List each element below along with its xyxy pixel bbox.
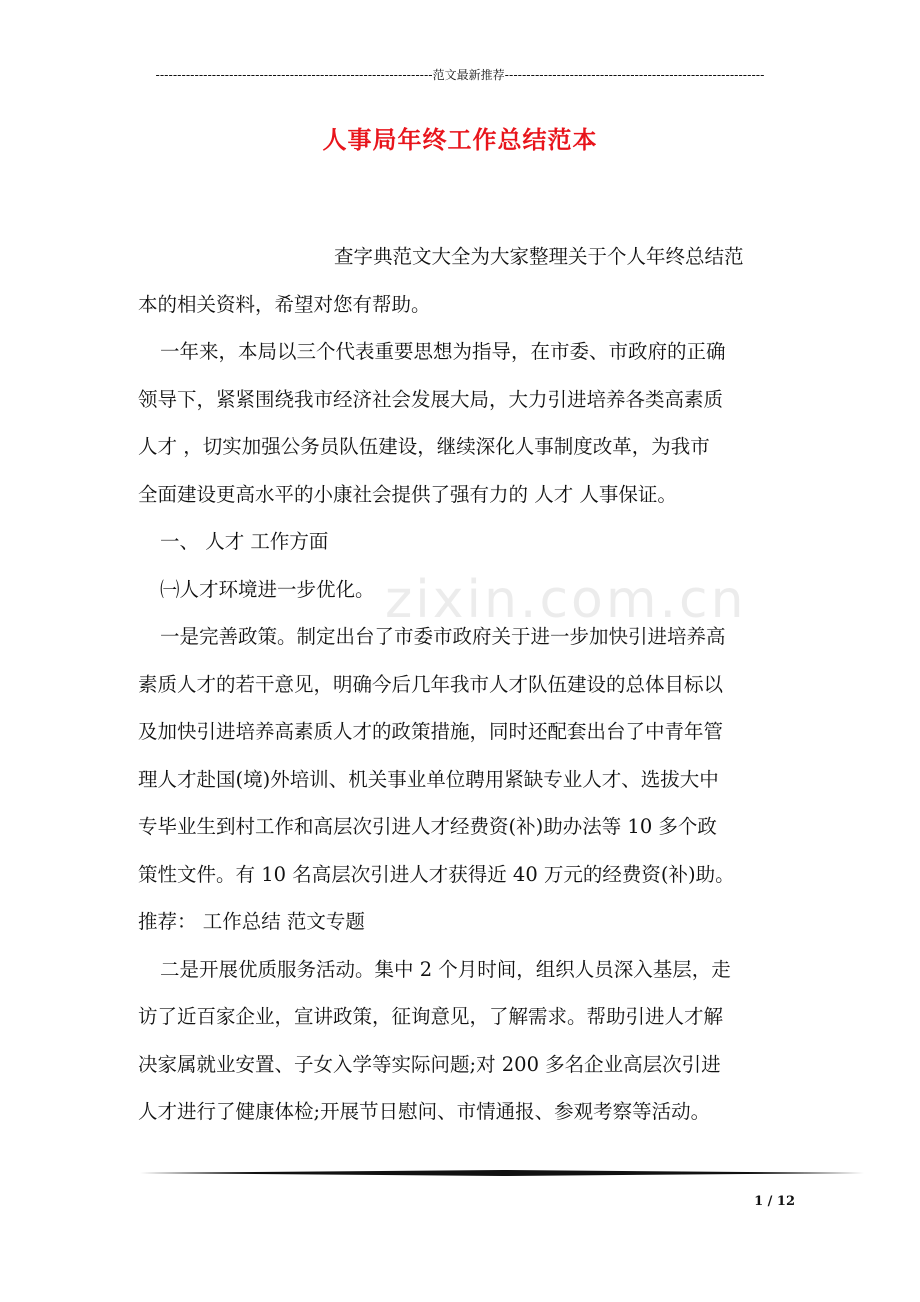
document-body [138,237,788,1140]
paragraph-line: 素质人才的若干意见，明确今后几年我市人才队伍建设的总体目标以 [138,672,724,696]
paragraph-line: 查字典范文大全为大家整理关于个人年终总结范 [334,245,744,268]
paragraph-line: 决家属就业安置、子女入学等实际问题;对 200 多名企业高层次引进 [138,1052,721,1076]
recommend-line: 推荐： 工作总结 范文专题 [138,910,365,933]
header-dashes-right: ------------------------------------------------------------ [504,68,765,82]
paragraph-line: 及加快引进培养高素质人才的政策措施，同时还配套出台了中青年管 [138,720,724,743]
header-dashes-left: ---------------------------------------------------------------- [155,68,433,82]
footer-divider [140,1170,864,1176]
document-title: 人事局年终工作总结范本 [322,126,598,154]
paragraph-line: 人才 ，切实加强公务员队伍建设，继续深化人事制度改革，为我市 [138,435,710,458]
page-header [140,66,780,83]
paragraph-line: 一是完善政策。制定出台了市委市政府关于进一步加快引进培养高 [160,625,726,648]
paragraph-line: 策性文件。有 10 名高层次引进人才获得近 40 万元的经费资(补)助。 [138,862,735,886]
paragraph-line: 一年来，本局以三个代表重要思想为指导，在市委、市政府的正确 [160,340,726,363]
section-heading: 一、 人才 工作方面 [160,530,329,553]
paragraph-line: 专毕业生到村工作和高层次引进人才经费资(补)助办法等 10 多个政 [138,815,717,838]
paragraph-line: 二是开展优质服务活动。集中 2 个月时间，组织人员深入基层，走 [160,957,731,981]
header-label: 范文最新推荐 [432,68,505,82]
paragraph-line: 人才进行了健康体检;开展节日慰问、市情通报、参观考察等活动。 [138,1100,711,1123]
page-number: 1 / 12 [754,1194,795,1209]
watermark: zixin.com.cn [385,570,747,630]
paragraph-line: 本的相关资料，希望对您有帮助。 [138,292,431,316]
paragraph-line: 访了近百家企业，宣讲政策，征询意见，了解需求。帮助引进人才解 [138,1005,724,1028]
subsection-heading: ㈠人才环境进一步优化。 [160,577,375,601]
paragraph-line: 全面建设更高水平的小康社会提供了强有力的 人才 人事保证。 [138,482,677,506]
paragraph-line: 领导下，紧紧围绕我市经济社会发展大局，大力引进培养各类高素质 [138,387,724,411]
paragraph-line: 理人才赴国(境)外培训、机关事业单位聘用紧缺专业人才、选拔大中 [138,767,719,791]
